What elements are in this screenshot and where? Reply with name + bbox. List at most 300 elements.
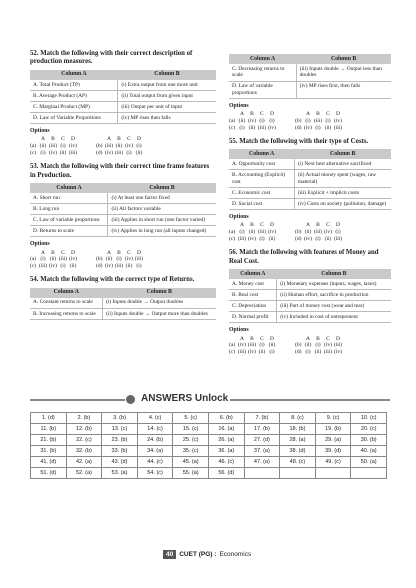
option-value: (iii)	[38, 263, 48, 270]
option-value: (i)	[335, 229, 341, 236]
option-col: C	[127, 249, 131, 256]
option-value: (iv)	[334, 349, 342, 356]
option-value: (iii)	[333, 236, 343, 243]
column-a-cell: C. Law of variable proportions	[30, 215, 108, 226]
column-b-cell: (ii) Inputs double → Output more than doubles	[103, 308, 216, 319]
column-b-cell: (iii) Output per unit of input	[118, 102, 216, 113]
option-col: B	[117, 249, 121, 256]
option-letter: (a)	[229, 342, 236, 349]
option-value: (i)	[315, 125, 321, 132]
answer-cell: 50. (a)	[351, 457, 387, 468]
answer-cell: 48. (c)	[280, 457, 316, 468]
option-col: C	[326, 335, 330, 342]
answer-cell: 17. (b)	[244, 424, 280, 435]
answer-cell: 33. (b)	[102, 446, 138, 457]
option-value: (i)	[239, 125, 245, 132]
option-value: (ii)	[324, 125, 332, 132]
question-number: 56.	[229, 249, 238, 257]
option-value: (i)	[40, 150, 46, 157]
option-letter: (b)	[295, 342, 302, 349]
answer-cell	[315, 468, 351, 479]
option-value: (ii)	[115, 143, 123, 150]
book-title: CUET (PG) :	[179, 551, 217, 558]
option-col: D	[270, 222, 274, 229]
option-col: C	[326, 222, 330, 229]
option-col: D	[71, 136, 75, 143]
option-value: (i)	[269, 118, 275, 125]
page-number: 40	[163, 550, 176, 559]
option-value: (iii)	[237, 349, 247, 356]
answer-cell: 27. (d)	[244, 435, 280, 446]
table-row	[30, 113, 216, 124]
column-a-cell: B. Average Product (AP)	[30, 91, 118, 102]
answer-cell: 5. (c)	[173, 413, 209, 424]
answer-cell: 13. (c)	[102, 424, 138, 435]
option-letter: (b)	[96, 256, 103, 263]
option-value: (i)	[40, 256, 46, 263]
answer-cell: 41. (d)	[31, 457, 67, 468]
option-value: (i)	[259, 236, 265, 243]
column-a-header: Column A	[229, 149, 294, 159]
answer-cell: 15. (c)	[173, 424, 209, 435]
column-a-cell: A. Constant returns to scale	[30, 298, 103, 309]
answer-cell: 34. (a)	[137, 446, 173, 457]
option-letter: (a)	[229, 118, 236, 125]
option-col: C	[61, 249, 65, 256]
option-value: (iii)	[257, 229, 267, 236]
option-row	[229, 125, 391, 132]
option-col: A	[240, 111, 244, 118]
column-a-cell: C. Depreciation	[229, 301, 277, 312]
option-value: (iv)	[248, 349, 256, 356]
answer-cell	[244, 468, 280, 479]
options-56	[229, 327, 391, 356]
option-value: (ii)	[314, 349, 322, 356]
column-b-header: Column B	[103, 288, 216, 298]
question-number: 55.	[229, 137, 238, 145]
option-value: (ii)	[105, 256, 113, 263]
question-53	[30, 163, 216, 180]
column-b-cell: (ii) Actual money spent (wages, raw material)	[294, 170, 391, 188]
answers-row	[31, 457, 387, 468]
answer-cell: 22. (c)	[66, 435, 102, 446]
table-row	[30, 193, 216, 204]
option-value: (iii)	[257, 125, 267, 132]
column-a-cell: D. Normal profit	[229, 312, 277, 323]
answer-cell: 11. (b)	[31, 424, 67, 435]
match-table-54	[30, 288, 216, 320]
answer-cell: 10. (c)	[351, 413, 387, 424]
option-value: (iii)	[247, 342, 257, 349]
answer-cell: 29. (a)	[315, 435, 351, 446]
column-a-cell: C. Economic cost	[229, 188, 294, 199]
column-a-header: Column A	[229, 269, 277, 279]
column-a-cell: B. Accounting (Explicit) cost	[229, 170, 294, 188]
answer-cell: 28. (a)	[280, 435, 316, 446]
option-col: B	[250, 335, 254, 342]
options-55	[229, 214, 391, 243]
option-value: (iv)	[49, 150, 57, 157]
column-b-cell: (ii) Human effort, sacrifice in production	[277, 290, 391, 301]
option-value: (iv)	[304, 236, 312, 243]
answers-row	[31, 446, 387, 457]
option-value: (i)	[136, 143, 142, 150]
column-a-cell: A. Total Product (TP)	[30, 80, 118, 91]
column-b-cell: (iii) Explicit + implicit costs	[294, 188, 391, 199]
column-b-cell: (iv) MP rises then falls	[118, 113, 216, 124]
table-row	[229, 81, 391, 99]
option-value: (iv)	[238, 342, 246, 349]
answer-cell: 31. (b)	[31, 446, 67, 457]
question-56	[229, 249, 391, 266]
answer-cell: 46. (c)	[208, 457, 244, 468]
option-value: (ii)	[304, 342, 312, 349]
option-col: C	[260, 222, 264, 229]
option-value: (i)	[315, 342, 321, 349]
question-number: 52.	[30, 50, 39, 57]
option-value: (i)	[60, 263, 66, 270]
option-col: D	[336, 111, 340, 118]
options-label: Options	[229, 214, 249, 221]
options-label: Options	[229, 103, 249, 110]
column-b-cell: (iii) Part of money cost (wear and tear)	[277, 301, 391, 312]
answer-cell: 4. (c)	[137, 413, 173, 424]
option-letter: (b)	[295, 229, 302, 236]
table-row	[229, 188, 391, 199]
column-a-cell: A. Money cost	[229, 279, 277, 290]
answers-row	[31, 435, 387, 446]
option-col: B	[316, 111, 320, 118]
option-col: D	[336, 222, 340, 229]
answer-cell	[351, 468, 387, 479]
options-label: Options	[229, 327, 249, 334]
answer-cell: 43. (d)	[102, 457, 138, 468]
answer-cell: 9. (c)	[315, 413, 351, 424]
answers-row	[31, 468, 387, 479]
answer-cell: 42. (a)	[66, 457, 102, 468]
divider	[230, 399, 390, 401]
answer-cell: 51. (d)	[31, 468, 67, 479]
match-table-55	[229, 149, 391, 210]
option-row	[30, 263, 216, 270]
option-col: B	[250, 111, 254, 118]
option-value: (iv)	[69, 143, 77, 150]
column-a-header: Column A	[30, 183, 108, 193]
option-col: D	[270, 111, 274, 118]
left-column	[30, 50, 216, 324]
option-col: A	[240, 222, 244, 229]
answer-cell: 20. (c)	[351, 424, 387, 435]
option-value: (iii)	[104, 143, 114, 150]
answer-cell: 36. (a)	[208, 446, 244, 457]
option-value: (iii)	[237, 236, 247, 243]
option-col: A	[306, 335, 310, 342]
option-col: B	[316, 335, 320, 342]
options-54	[229, 103, 391, 132]
option-col: D	[137, 249, 141, 256]
option-value: (iv)	[324, 342, 332, 349]
column-a-header: Column A	[30, 288, 103, 298]
option-col: A	[107, 249, 111, 256]
option-value: (ii)	[69, 263, 77, 270]
option-value: (i)	[269, 349, 275, 356]
answer-cell: 16. (a)	[208, 424, 244, 435]
column-a-cell: D. Returns to scale	[30, 226, 108, 237]
option-value: (i)	[126, 150, 132, 157]
option-value: (iii)	[323, 349, 333, 356]
match-table-53	[30, 183, 216, 237]
answer-cell: 19. (b)	[315, 424, 351, 435]
options-header	[30, 136, 216, 143]
option-col: A	[306, 111, 310, 118]
option-col: B	[250, 222, 254, 229]
column-a-header: Column A	[229, 54, 296, 64]
option-value: (iv)	[125, 256, 133, 263]
option-value: (ii)	[135, 150, 143, 157]
option-value: (ii)	[324, 236, 332, 243]
option-value: (iv)	[105, 150, 113, 157]
option-value: (i)	[315, 236, 321, 243]
option-row	[30, 150, 216, 157]
option-col: B	[51, 249, 55, 256]
answer-cell: 56. (d)	[208, 468, 244, 479]
question-number: 53.	[30, 163, 39, 171]
option-letter: (c)	[229, 236, 236, 243]
unlock-icon	[126, 395, 135, 404]
option-value: (i)	[116, 256, 122, 263]
option-row	[229, 236, 391, 243]
option-col: D	[71, 249, 75, 256]
table-row	[30, 102, 216, 113]
answer-cell: 52. (a)	[66, 468, 102, 479]
option-letter: (d)	[96, 263, 103, 270]
option-letter: (a)	[30, 256, 37, 263]
answer-cell: 21. (b)	[31, 435, 67, 446]
options-52	[30, 128, 216, 157]
option-value: (iii)	[333, 342, 343, 349]
answer-cell: 26. (a)	[208, 435, 244, 446]
option-letter: (a)	[30, 143, 37, 150]
option-col: A	[41, 136, 45, 143]
option-letter: (c)	[30, 263, 37, 270]
option-value: (iii)	[313, 229, 323, 236]
option-value: (iv)	[248, 236, 256, 243]
answer-cell: 7. (b)	[244, 413, 280, 424]
column-a-cell: A. Opportunity cost	[229, 159, 294, 170]
option-value: (i)	[259, 118, 265, 125]
option-value: (iii)	[58, 256, 68, 263]
column-a-cell: B. Real cost	[229, 290, 277, 301]
option-letter: (d)	[96, 150, 103, 157]
option-row	[229, 349, 391, 356]
option-col: B	[316, 222, 320, 229]
option-value: (i)	[305, 118, 311, 125]
option-value: (i)	[136, 263, 142, 270]
column-b-cell: (iii) Applies in short run (one factor varied)	[108, 215, 216, 226]
column-b-header: Column B	[108, 183, 216, 193]
table-row	[30, 215, 216, 226]
option-value: (i)	[60, 143, 66, 150]
question-text: Match the following with the correct type of Returns.	[40, 276, 195, 284]
column-b-cell: (iv) Applies in long run (all inputs changed)	[108, 226, 216, 237]
option-value: (iii)	[134, 256, 144, 263]
answers-row	[31, 424, 387, 435]
answer-cell: 54. (c)	[137, 468, 173, 479]
column-b-cell: (ii) All factors variable	[108, 204, 216, 215]
column-a-cell: B. Long run	[30, 204, 108, 215]
option-value: (i)	[305, 349, 311, 356]
column-b-cell: (iii) Inputs double → Output less than doubles	[296, 64, 391, 81]
answer-cell: 6. (b)	[208, 413, 244, 424]
column-a-cell: B. Increasing returns to scale	[30, 308, 103, 319]
options-header	[30, 250, 216, 257]
option-col: C	[127, 136, 131, 143]
answer-cell: 24. (b)	[137, 435, 173, 446]
option-col: D	[336, 335, 340, 342]
column-b-header: Column B	[294, 149, 391, 159]
answer-cell	[280, 468, 316, 479]
option-letter: (a)	[229, 229, 236, 236]
option-value: (ii)	[268, 236, 276, 243]
answer-cell: 30. (b)	[351, 435, 387, 446]
option-letter: (d)	[295, 125, 302, 132]
answer-cell: 25. (c)	[173, 435, 209, 446]
table-row	[229, 279, 391, 290]
options-label: Options	[30, 128, 50, 135]
column-a-cell: C. Decreasing returns to scale	[229, 64, 296, 81]
option-col: B	[51, 136, 55, 143]
option-value: (ii)	[49, 256, 57, 263]
column-a-header: Column A	[30, 70, 118, 80]
option-value: (ii)	[125, 263, 133, 270]
option-value: (iv)	[69, 256, 77, 263]
table-row	[229, 312, 391, 323]
option-value: (iv)	[125, 143, 133, 150]
answer-cell: 32. (b)	[66, 446, 102, 457]
answer-cell: 40. (a)	[351, 446, 387, 457]
option-value: (iii)	[68, 150, 78, 157]
option-value: (iv)	[268, 229, 276, 236]
divider	[30, 399, 125, 401]
question-text: Match the following with their correct description of production measures.	[30, 50, 193, 66]
table-row	[30, 308, 216, 319]
option-row	[30, 256, 216, 263]
option-col: C	[260, 335, 264, 342]
option-letter: (c)	[229, 349, 236, 356]
option-letter: (c)	[229, 125, 236, 132]
option-value: (ii)	[304, 229, 312, 236]
answer-cell: 49. (c)	[315, 457, 351, 468]
answer-cell: 35. (c)	[173, 446, 209, 457]
table-row	[229, 159, 391, 170]
table-row	[229, 170, 391, 188]
answer-cell: 1. (d)	[31, 413, 67, 424]
column-b-cell: (iv) Costs on society (pollution, damage)	[294, 199, 391, 210]
option-col: C	[61, 136, 65, 143]
table-row	[30, 80, 216, 91]
answer-cell: 55. (a)	[173, 468, 209, 479]
table-row	[229, 64, 391, 81]
option-letter: (b)	[96, 143, 103, 150]
option-col: D	[137, 136, 141, 143]
option-value: (ii)	[39, 143, 47, 150]
column-b-cell: (i) Monetary expenses (inputs, wages, taxes)	[277, 279, 391, 290]
option-col: A	[306, 222, 310, 229]
question-text: Match the following with their correct time frame features in Production.	[30, 163, 210, 179]
option-col: A	[107, 136, 111, 143]
options-53	[30, 241, 216, 270]
question-text: Match the following with their type of Costs.	[239, 137, 369, 145]
answers-table	[30, 412, 387, 479]
column-a-cell: D. Social cost	[229, 199, 294, 210]
answer-cell: 8. (c)	[280, 413, 316, 424]
answer-cell: 37. (a)	[244, 446, 280, 457]
match-table-56	[229, 269, 391, 323]
answer-cell: 38. (d)	[280, 446, 316, 457]
column-b-cell: (iv) MP rises first, then falls	[296, 81, 391, 99]
match-table-54-continued	[229, 54, 391, 99]
question-number: 54.	[30, 276, 39, 284]
option-value: (iii)	[114, 263, 124, 270]
column-a-cell: D. Law of Variable Proportions	[30, 113, 118, 124]
option-value: (ii)	[238, 118, 246, 125]
answer-cell: 3. (b)	[102, 413, 138, 424]
column-b-cell: (i) Inputs double → Output doubles	[103, 298, 216, 309]
option-value: (iv)	[49, 263, 57, 270]
table-row	[30, 298, 216, 309]
table-row	[229, 199, 391, 210]
question-text: Match the following with features of Money and Real Cost.	[229, 249, 379, 265]
answer-cell: 14. (c)	[137, 424, 173, 435]
option-row	[30, 143, 216, 150]
table-row	[229, 301, 391, 312]
option-value: (iii)	[114, 150, 124, 157]
option-value: (iii)	[313, 118, 323, 125]
option-col: A	[240, 335, 244, 342]
table-row	[30, 91, 216, 102]
column-a-cell: C. Marginal Product (MP)	[30, 102, 118, 113]
answers-header	[30, 393, 390, 407]
table-row	[229, 290, 391, 301]
column-b-header: Column B	[277, 269, 391, 279]
option-value: (iii)	[333, 125, 343, 132]
answer-cell: 45. (a)	[173, 457, 209, 468]
answers-row	[31, 413, 387, 424]
answer-cell: 2. (b)	[66, 413, 102, 424]
option-value: (ii)	[258, 349, 266, 356]
table-row	[30, 226, 216, 237]
column-b-cell: (ii) Total output from given input	[118, 91, 216, 102]
column-a-cell: D. Law of variable proportions	[229, 81, 296, 99]
option-value: (i)	[239, 229, 245, 236]
answer-cell: 47. (a)	[244, 457, 280, 468]
option-value: (iv)	[105, 263, 113, 270]
option-value: (iii)	[48, 143, 58, 150]
answers-title: ANSWERS Unlock	[141, 393, 229, 404]
column-b-header: Column B	[118, 70, 216, 80]
right-column	[229, 54, 391, 362]
option-letter: (c)	[30, 150, 37, 157]
option-value: (i)	[325, 118, 331, 125]
question-52	[30, 50, 216, 67]
option-col: C	[326, 111, 330, 118]
options-label: Options	[30, 241, 50, 248]
option-col: A	[41, 249, 45, 256]
option-value: (iv)	[324, 229, 332, 236]
option-letter: (b)	[295, 118, 302, 125]
answer-cell: 23. (b)	[102, 435, 138, 446]
question-55	[229, 138, 391, 146]
